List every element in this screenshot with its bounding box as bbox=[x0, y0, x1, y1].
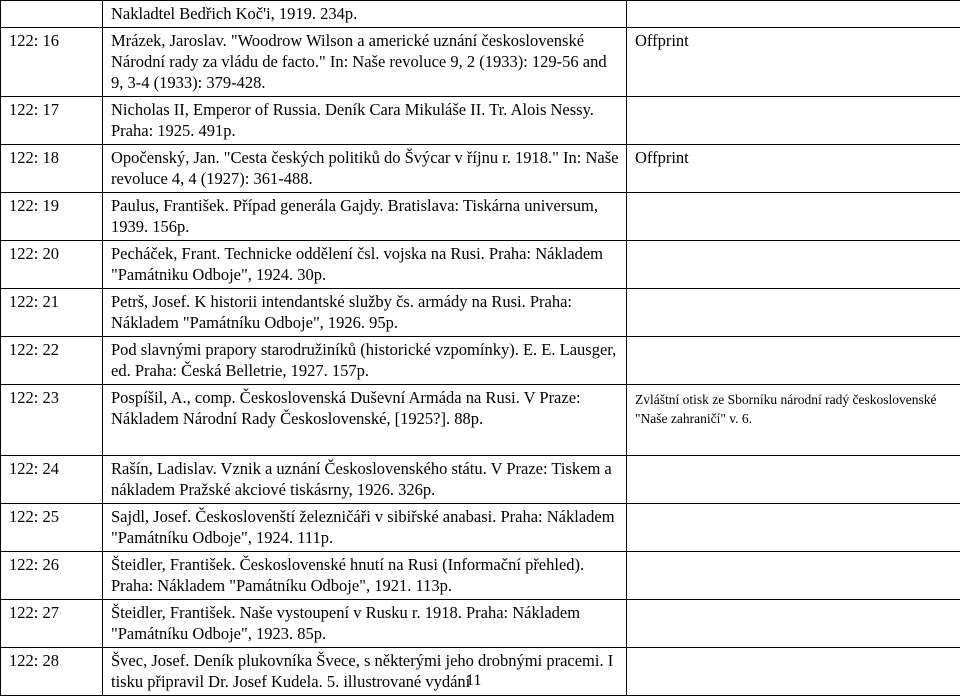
entry-reference: Pecháček, Frant. Technicke oddělení čsl. vojska na Rusi. Praha: Nákladem "Památniku Odboje", 1924. 30p. bbox=[103, 241, 627, 289]
entry-id: 122: 28 bbox=[1, 648, 103, 696]
entry-id: 122: 19 bbox=[1, 193, 103, 241]
entry-reference: Nakladtel Bedřich Koč'i, 1919. 234p. bbox=[103, 1, 627, 28]
entry-reference: Opočenský, Jan. "Cesta českých politiků do Švýcar v říjnu r. 1918." In: Naše revoluce 4, 4 (1927): 361-488. bbox=[103, 145, 627, 193]
entry-id: 122: 20 bbox=[1, 241, 103, 289]
entry-id: 122: 21 bbox=[1, 289, 103, 337]
entry-reference: Pospíšil, A., comp. Československá Duševní Armáda na Rusi. V Praze: Nákladem Národní Rady Československé, [1925?]. 88p. bbox=[103, 385, 627, 456]
entry-reference: Nicholas II, Emperor of Russia. Deník Cara Mikuláše II. Tr. Alois Nessy. Praha: 1925. 491p. bbox=[103, 97, 627, 145]
entry-id: 122: 25 bbox=[1, 504, 103, 552]
entry-note: Offprint bbox=[627, 28, 960, 97]
entry-note bbox=[627, 1, 960, 28]
table-row bbox=[1, 552, 960, 600]
entry-note bbox=[627, 648, 960, 696]
entry-note-text: Zvláštní otisk ze Sborníku národní radý československé "Naše zahraničí" v. 6. bbox=[635, 387, 960, 428]
table-row bbox=[1, 193, 960, 241]
table-row bbox=[1, 97, 960, 145]
entry-id: 122: 24 bbox=[1, 456, 103, 504]
entry-reference: Petrš, Josef. K historii intendantské služby čs. armády na Rusi. Praha: Nákladem "Památníku Odboje", 1926. 95p. bbox=[103, 289, 627, 337]
entry-note bbox=[627, 193, 960, 241]
entry-note bbox=[627, 456, 960, 504]
entry-id: 122: 16 bbox=[1, 28, 103, 97]
table-row bbox=[1, 385, 960, 456]
entry-note bbox=[627, 241, 960, 289]
entry-note bbox=[627, 504, 960, 552]
entry-id: 122: 18 bbox=[1, 145, 103, 193]
page-number: 11 bbox=[466, 672, 481, 690]
entry-note bbox=[627, 289, 960, 337]
table-row bbox=[1, 504, 960, 552]
entry-reference: Šteidler, František. Naše vystoupení v Rusku r. 1918. Praha: Nákladem "Památníku Odboje", 1923. 85p. bbox=[103, 600, 627, 648]
entry-note bbox=[627, 385, 960, 456]
entry-id: 122: 22 bbox=[1, 337, 103, 385]
entry-note bbox=[627, 337, 960, 385]
table-row bbox=[1, 600, 960, 648]
entry-id bbox=[1, 1, 103, 28]
table-row bbox=[1, 145, 960, 193]
entry-reference: Rašín, Ladislav. Vznik a uznání Československého státu. V Praze: Tiskem a nákladem Pražské akciové tiskásrny, 1926. 326p. bbox=[103, 456, 627, 504]
entry-reference: Pod slavnými prapory starodružiníků (historické vzpomínky). E. E. Lausger, ed. Praha: Česká Belletrie, 1927. 157p. bbox=[103, 337, 627, 385]
entry-note bbox=[627, 97, 960, 145]
entry-id: 122: 23 bbox=[1, 385, 103, 456]
entry-reference: Paulus, František. Případ generála Gajdy. Bratislava: Tiskárna universum, 1939. 156p. bbox=[103, 193, 627, 241]
entry-id: 122: 26 bbox=[1, 552, 103, 600]
entry-reference: Švec, Josef. Deník plukovníka Švece, s některými jeho drobnými pracemi. I tisku připravil Dr. Josef Kudela. 5. illustrované vydání bbox=[103, 648, 627, 696]
table-row bbox=[1, 337, 960, 385]
table-row bbox=[1, 241, 960, 289]
entry-reference: Šteidler, František. Československé hnutí na Rusi (Informační přehled). Praha: Nákladem "Památníku Odboje", 1921. 113p. bbox=[103, 552, 627, 600]
entry-note: Offprint bbox=[627, 145, 960, 193]
entry-id: 122: 17 bbox=[1, 97, 103, 145]
entry-note bbox=[627, 552, 960, 600]
entry-reference: Sajdl, Josef. Českoslovenští železničáři v sibiřské anabasi. Praha: Nákladem "Památníku Odboje", 1924. 111p. bbox=[103, 504, 627, 552]
entry-reference: Mrázek, Jaroslav. "Woodrow Wilson a americké uznání československé Národní rady za vládu de facto." In: Naše revoluce 9, 2 (1933): 129-56 and 9, 3-4 (1933): 379-428. bbox=[103, 28, 627, 97]
entry-note bbox=[627, 600, 960, 648]
table-row bbox=[1, 1, 960, 28]
table-row bbox=[1, 28, 960, 97]
entry-id: 122: 27 bbox=[1, 600, 103, 648]
table-row bbox=[1, 456, 960, 504]
table-row bbox=[1, 289, 960, 337]
